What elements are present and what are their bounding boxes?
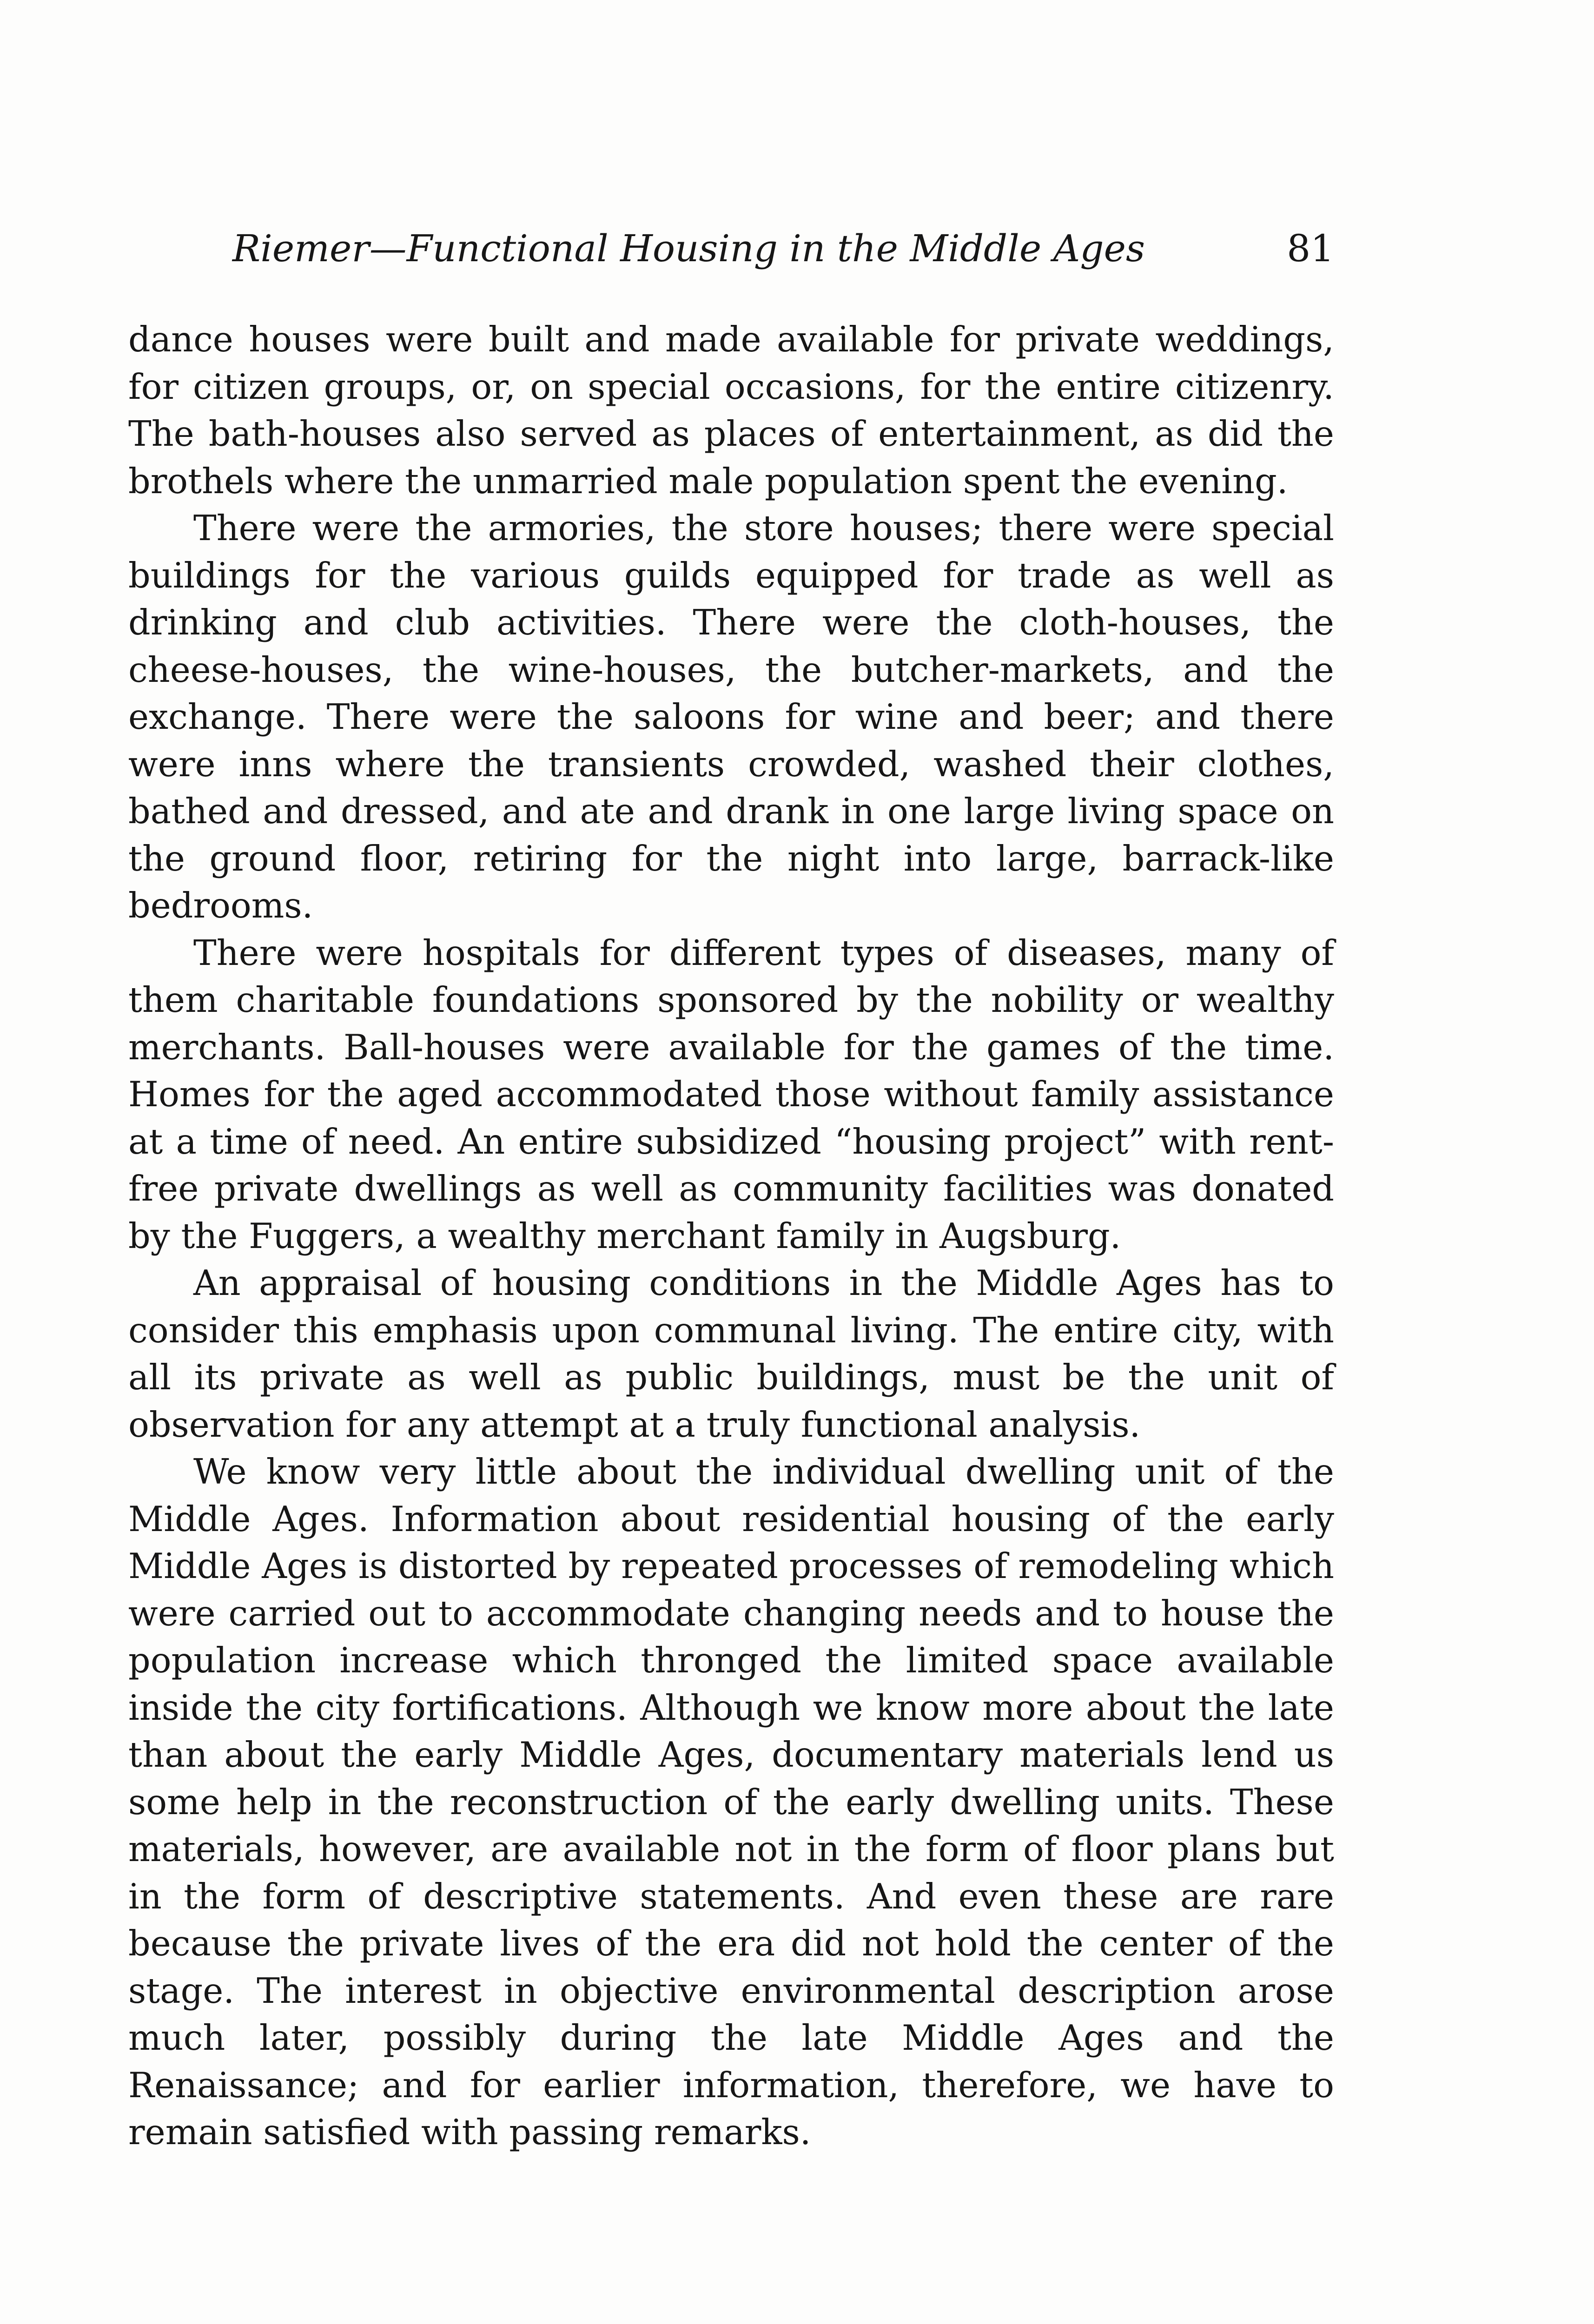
paragraph-2: There were the armories, the store houses; there were special buildings for the various guilds equipped for trade as well as drinking and club activities. There were the cloth-houses, the cheese-houses, the wine-houses, the butcher-markets, and the exchange. There were the saloons for wine and beer; and there were inns where the transients crowded, washed their clothes, bathed and dressed, and ate and drank in one large living space on the ground floor, retiring for the night into large, barrack-like bedrooms.	[128, 508, 1334, 926]
paragraph-3: There were hospitals for different types of diseases, many of them charitable foundations sponsored by the nobility or wealthy merchants. Ball-houses were available for the games of the time. Homes for the aged accommodated those without family assistance at a time of need. An entire subsidized “housing project” with rent-free private dwellings as well as community facilities was donated by the Fuggers, a wealthy merchant family in Augsburg.	[128, 932, 1334, 1256]
body-text	[128, 316, 1334, 2156]
paragraph-5: We know very little about the individual dwelling unit of the Middle Ages. Information about residential housing of the early Middle Ages is distorted by repeated processes of remodeling which were carried out to accommodate changing needs and to house the population increase which thronged the limited space available inside the city fortifications. Although we know more about the late than about the early Middle Ages, documentary materials lend us some help in the reconstruction of the early dwelling units. These materials, however, are available not in the form of floor plans but in the form of descriptive statements. And even these are rare because the private lives of the era did not hold the center of the stage. The interest in objective environmental description arose much later, possibly during the late Middle Ages and the Renaissance; and for earlier information, therefore, we have to remain satisfied with passing remarks.	[128, 1452, 1334, 2152]
running-head: Riemer—Functional Housing in the Middle Ages	[232, 227, 1145, 270]
paragraph-4: An appraisal of housing conditions in the Middle Ages has to consider this emphasis upon communal living. The entire city, with all its private as well as public buildings, must be the unit of observation for any attempt at a truly functional analysis.	[128, 1263, 1334, 1445]
page-header	[232, 218, 1334, 279]
page-number: 81	[1287, 227, 1334, 270]
paragraph-1: dance houses were built and made available for private weddings, for citizen groups, or, on special occasions, for the entire citizenry. The bath-houses also served as places of entertainment, as did the brothels where the unmarried male population spent the evening.	[128, 319, 1334, 502]
